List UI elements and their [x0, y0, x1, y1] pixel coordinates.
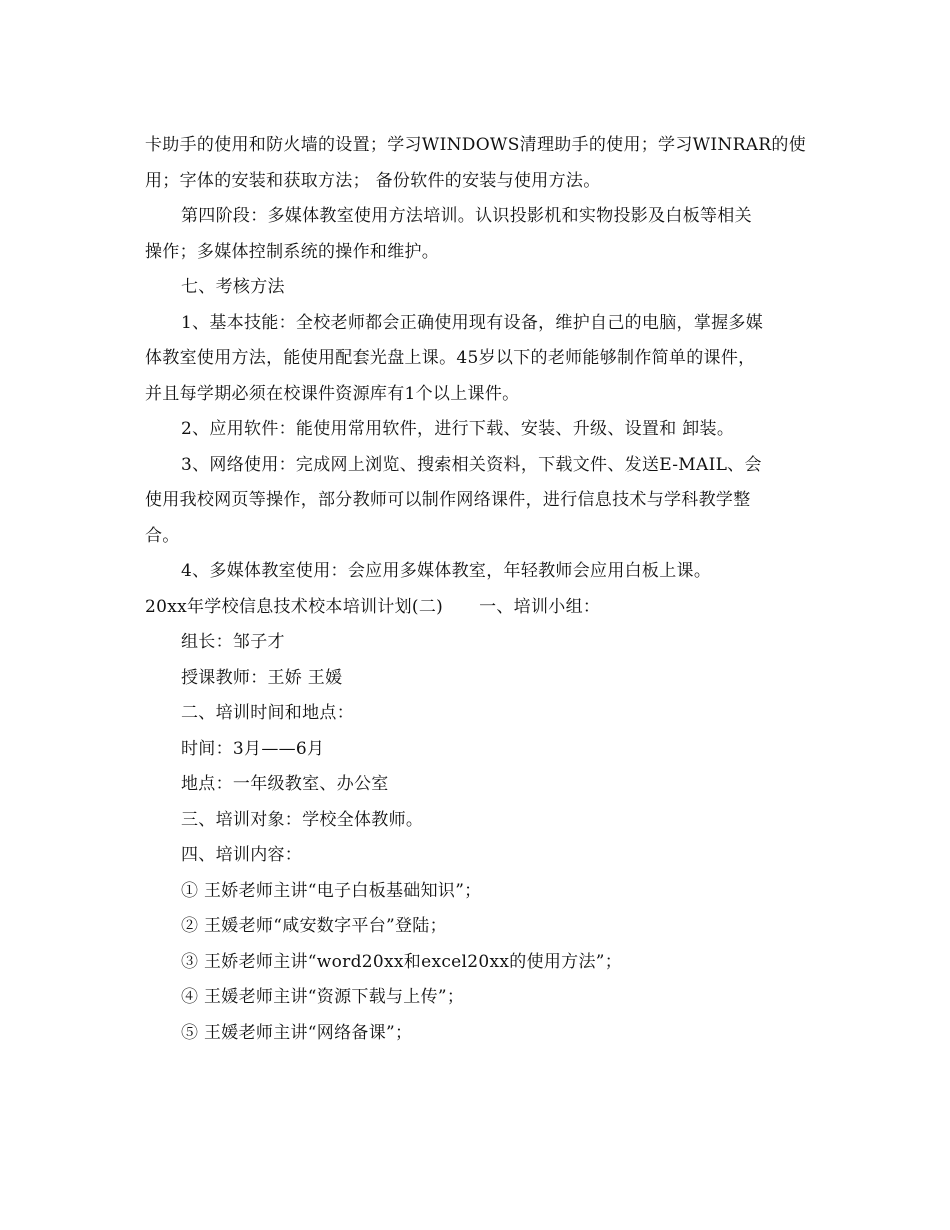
section-heading: 三、培训对象：学校全体教师。 — [181, 809, 424, 830]
text-line: 3、网络使用：完成网上浏览、搜索相关资料，下载文件、发送E-MAIL、会 — [181, 454, 762, 475]
text-line: 2、应用软件：能使用常用软件，进行下载、安装、升级、设置和 卸装。 — [181, 419, 735, 439]
section-heading: 一、培训小组： — [479, 596, 601, 617]
text-line: 4、多媒体教室使用：会应用多媒体教室，年轻教师会应用白板上课。 — [181, 561, 712, 581]
text-line: 组长：邹子才 — [181, 632, 285, 652]
text-line: 授课教师：王娇 王媛 — [181, 667, 343, 688]
document-body — [145, 128, 810, 1051]
text-line: 并且每学期必须在校课件资源库有1个以上课件。 — [145, 383, 520, 404]
text-line: 操作；多媒体控制系统的操作和维护。 — [145, 241, 440, 262]
text-line: 使用我校网页等操作，部分教师可以制作网络课件，进行信息技术与学科教学整 — [145, 490, 751, 510]
list-item: ① 王娇老师主讲“电子白板基础知识”； — [181, 880, 482, 901]
list-item: ⑤ 王媛老师主讲“网络备课”； — [181, 1022, 413, 1043]
text-line: 时间：3月——6月 — [181, 738, 325, 759]
text-line: 体教室使用方法，能使用配套光盘上课。45岁以下的老师能够制作简单的课件， — [145, 348, 756, 368]
section-heading: 二、培训时间和地点： — [181, 703, 354, 723]
list-item: ③ 王娇老师主讲“word20xx和excel20xx的使用方法”； — [181, 951, 623, 972]
section-heading: 四、培训内容： — [181, 845, 303, 865]
text-line: 地点：一年级教室、办公室 — [181, 774, 389, 794]
section-heading: 七、考核方法 — [181, 277, 285, 297]
text-line: 第四阶段：多媒体教室使用方法培训。认识投影机和实物投影及白板等相关 — [181, 206, 752, 226]
document-section-title: 20xx年学校信息技术校本培训计划(二) — [145, 596, 444, 617]
text-line: 卡助手的使用和防火墙的设置；学习WINDOWS清理助手的使用；学习WINRAR的使 — [145, 135, 806, 155]
section-title-line — [145, 590, 810, 626]
text-line: 1、基本技能：全校老师都会正确使用现有设备，维护自己的电脑，掌握多媒 — [181, 312, 764, 333]
list-item: ④ 王媛老师主讲“资源下载与上传”； — [181, 987, 465, 1007]
text-line: 合。 — [145, 525, 180, 546]
text-line: 用；字体的安装和获取方法； 备份软件的安装与使用方法。 — [145, 170, 601, 191]
list-item: ② 王媛老师“咸安数字平台”登陆； — [181, 916, 447, 936]
